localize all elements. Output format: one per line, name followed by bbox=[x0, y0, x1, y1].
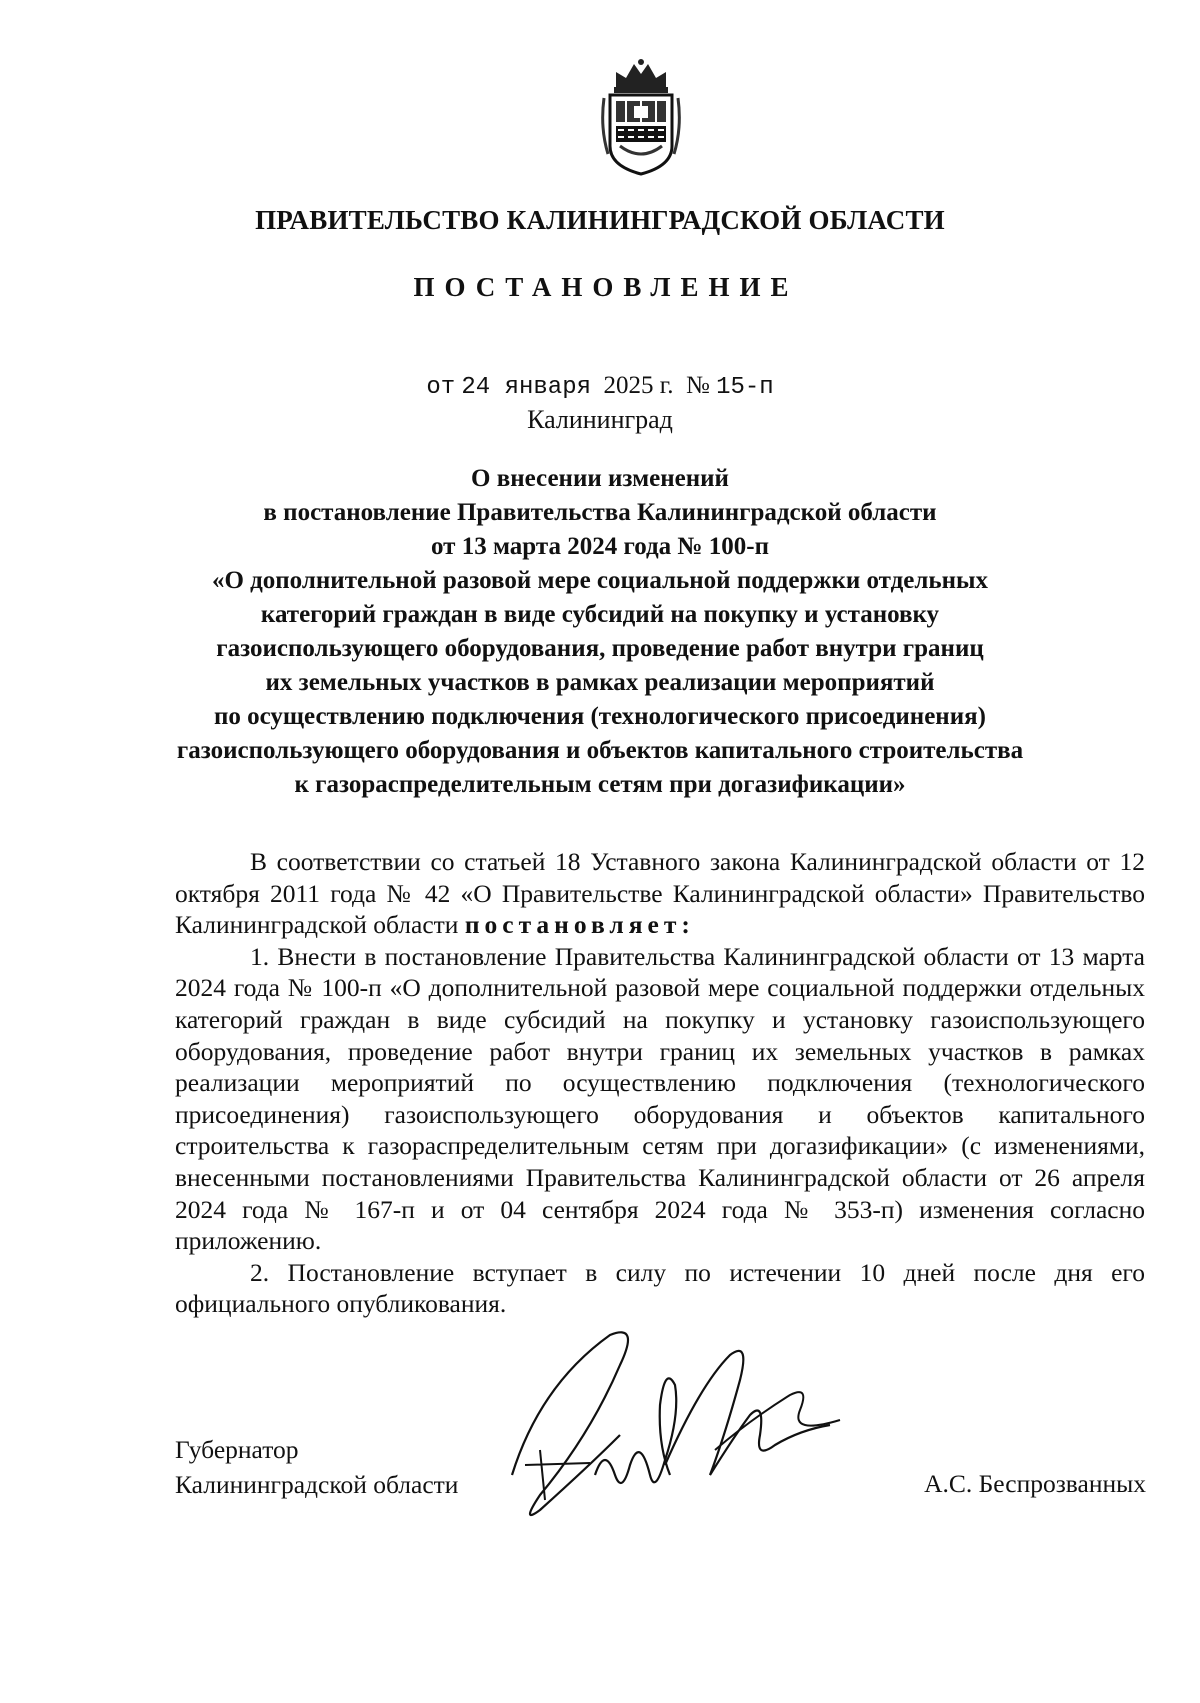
title-line: от 13 марта 2024 года № 100-п bbox=[431, 533, 769, 560]
item-paragraph-1: 1. Внести в постановление Правительства Калининградской области от 13 марта 2024 года № 100-п «О дополнительной разовой мере социальной поддержки отдельных категорий граждан в виде субсидий на покупку и установку газоиспользующего оборудования, проведение работ внутри границ их земельных участков в рамках реализации мероприятий по осуществлению подключения (технологического присоединения) газоиспользующего оборудования и объектов капитального строительства к газораспределительным сетям при догазификации» (с изменениями, внесенными постановлениями Правительства Калининградской области от 26 апреля 2024 года № 167-п и от 04 сентября 2024 года № 353-п) изменения согласно приложению. bbox=[175, 941, 1145, 1256]
signatory-position bbox=[175, 1432, 458, 1502]
date-year: 2025 г. bbox=[603, 372, 674, 399]
document-title bbox=[170, 462, 1030, 802]
title-line: «О дополнительной разовой мере социальной поддержки отдельных bbox=[211, 567, 989, 594]
organization-name: ПРАВИТЕЛЬСТВО КАЛИНИНГРАДСКОЙ ОБЛАСТИ bbox=[255, 205, 945, 235]
signatory-name: А.С. Беспрозванных bbox=[924, 1469, 1146, 1498]
document-type: ПОСТАНОВЛЕНИЕ bbox=[413, 272, 799, 302]
preamble-paragraph bbox=[175, 846, 1145, 941]
city: Калининград bbox=[527, 405, 673, 434]
date-day-month: 24 января bbox=[461, 374, 592, 401]
title-line: их земельных участков в рамках реализации мероприятий bbox=[265, 669, 935, 696]
preamble-text: В соответствии со статьей 18 Уставного закона Калининградской области от 12 октября 2011 года № 42 «О Правительстве Калининградской области» Правительство Калининградской области bbox=[175, 847, 1145, 940]
date-number-line bbox=[0, 372, 1200, 401]
number-sign: № bbox=[685, 372, 710, 399]
document-number: 15-п bbox=[716, 374, 774, 401]
title-line: в постановление Правительства Калининградской области bbox=[263, 499, 937, 526]
coat-of-arms-icon bbox=[596, 58, 686, 176]
title-line: к газораспределительным сетям при догазификации» bbox=[294, 771, 906, 798]
title-line: газоиспользующего оборудования и объектов капитального строительства bbox=[176, 737, 1024, 764]
title-line: газоиспользующего оборудования, проведение работ внутри границ bbox=[216, 635, 984, 662]
signatory-position-line2: Калининградской области bbox=[175, 1470, 459, 1499]
decree-word: постановляет: bbox=[464, 910, 695, 940]
title-line: О внесении изменений bbox=[471, 465, 729, 492]
document-body bbox=[175, 846, 1145, 1320]
item-paragraph-2: 2. Постановление вступает в силу по истечении 10 дней после дня его официального опубликования. bbox=[175, 1257, 1145, 1319]
handwritten-signature bbox=[500, 1325, 860, 1535]
title-line: по осуществлению подключения (технологического присоединения) bbox=[214, 703, 986, 730]
signatory-position-line1: Губернатор bbox=[175, 1435, 299, 1464]
date-prefix: от bbox=[426, 374, 456, 401]
title-line: категорий граждан в виде субсидий на покупку и установку bbox=[260, 601, 940, 628]
